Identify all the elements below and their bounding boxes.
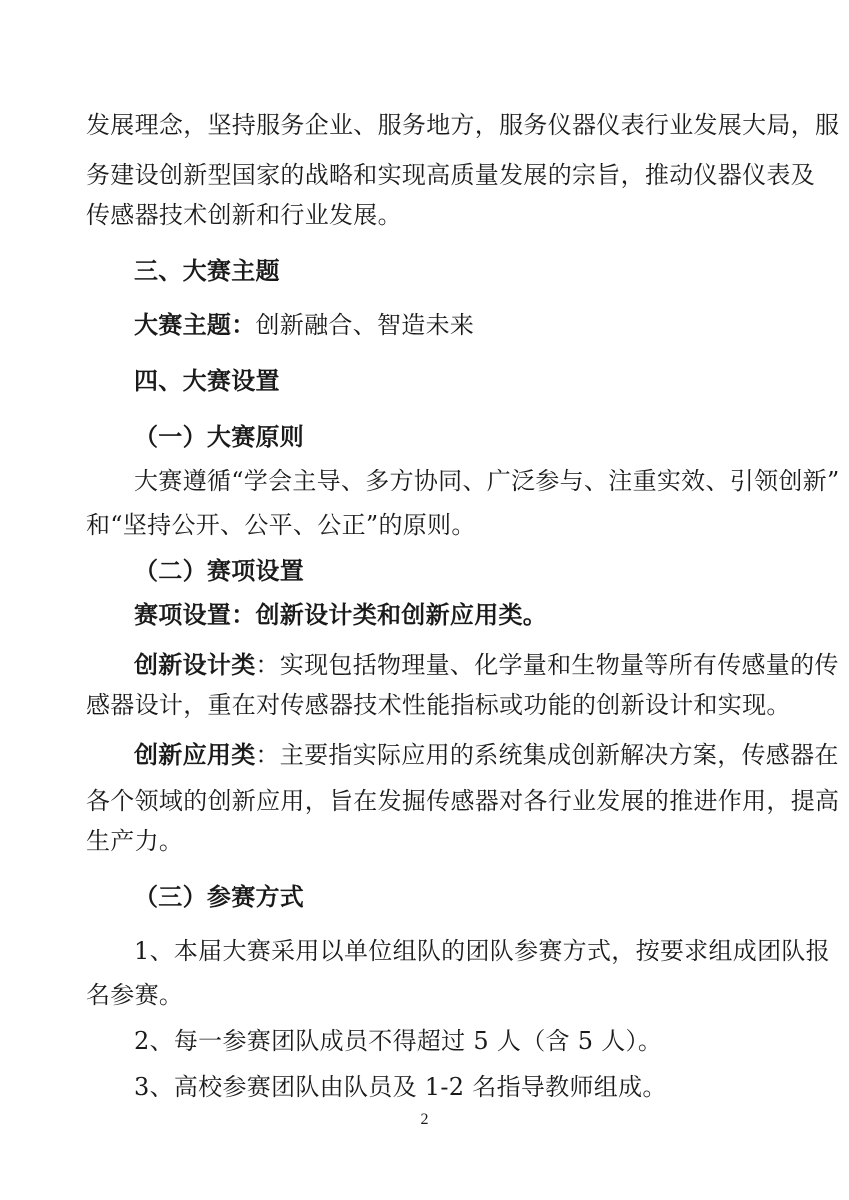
paragraph-line: 和“坚持公开、公平、公正”的原则。 bbox=[86, 511, 476, 539]
subsection-heading: （一）大赛原则 bbox=[134, 422, 305, 451]
paragraph-line: 大赛遵循“学会主导、多方协同、广泛参与、注重实效、引领创新” bbox=[134, 467, 840, 495]
list-item-continued: 名参赛。 bbox=[86, 981, 184, 1009]
paragraph-line: 各个领域的创新应用，旨在发掘传感器对各行业发展的推进作用，提高 bbox=[86, 787, 840, 815]
paragraph-line: 务建设创新型国家的战略和实现高质量发展的宗旨，推动仪器仪表及 bbox=[86, 161, 815, 189]
design-label: 创新设计类 bbox=[134, 650, 256, 679]
design-text: ：实现包括物理量、化学量和生物量等所有传感量的传 bbox=[255, 651, 839, 679]
paragraph-line: 发展理念，坚持服务企业、服务地方，服务仪器仪表行业发展大局，服 bbox=[86, 111, 840, 139]
application-label: 创新应用类 bbox=[134, 740, 256, 769]
paragraph-line: 感器设计，重在对传感器技术性能指标或功能的创新设计和实现。 bbox=[86, 691, 791, 719]
events-summary: 赛项设置：创新设计类和创新应用类。 bbox=[134, 600, 548, 629]
paragraph-line: 生产力。 bbox=[86, 827, 184, 855]
theme-label: 大赛主题： bbox=[134, 310, 256, 339]
list-item: 1、本届大赛采用以单位组队的团队参赛方式，按要求组成团队报 bbox=[134, 937, 830, 965]
page-number: 2 bbox=[420, 1111, 429, 1128]
section-heading: 三、大赛主题 bbox=[134, 256, 280, 285]
section-heading: 四、大赛设置 bbox=[134, 366, 280, 395]
paragraph-line: 传感器技术创新和行业发展。 bbox=[86, 201, 402, 229]
design-line bbox=[134, 650, 839, 680]
application-line bbox=[134, 740, 839, 770]
list-item: 2、每一参赛团队成员不得超过 5 人（含 5 人）。 bbox=[134, 1027, 663, 1055]
subsection-heading: （三）参赛方式 bbox=[134, 882, 305, 911]
list-item: 3、高校参赛团队由队员及 1-2 名指导教师组成。 bbox=[134, 1073, 667, 1101]
subsection-heading: （二）赛项设置 bbox=[134, 556, 305, 585]
theme-line bbox=[134, 310, 474, 340]
application-text: ：主要指实际应用的系统集成创新解决方案，传感器在 bbox=[255, 741, 839, 769]
theme-text: 创新融合、智造未来 bbox=[255, 311, 475, 339]
